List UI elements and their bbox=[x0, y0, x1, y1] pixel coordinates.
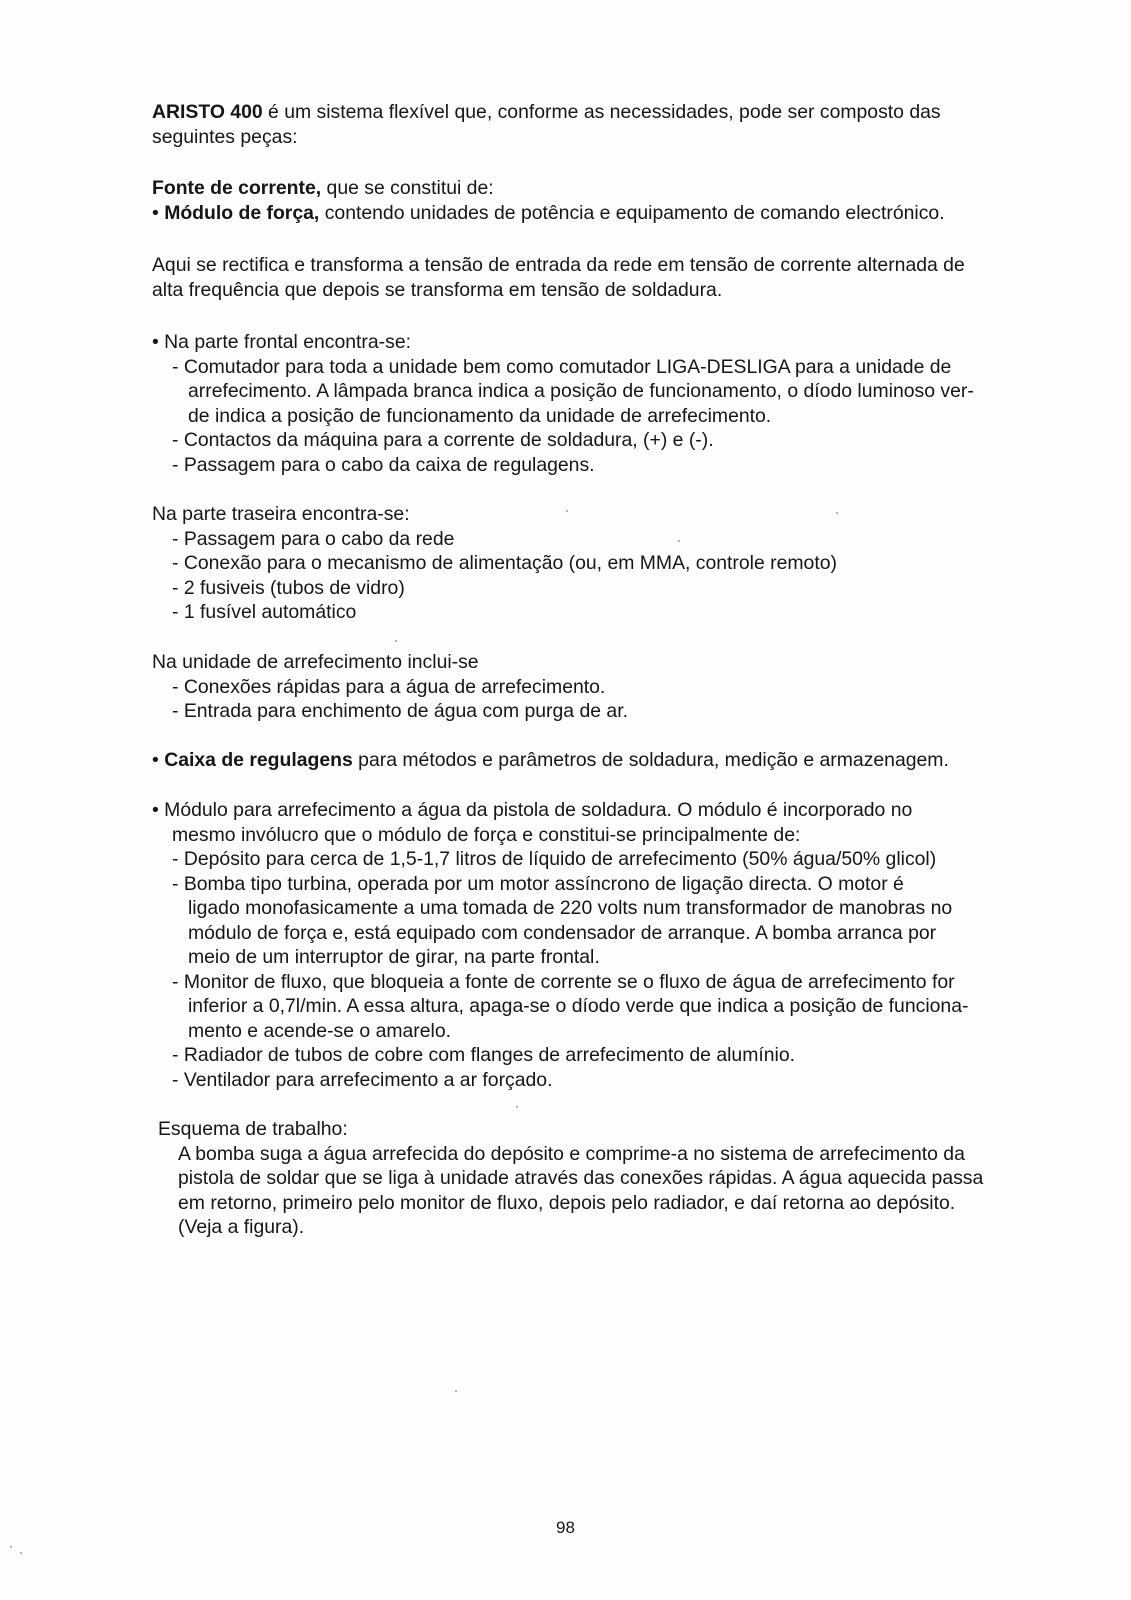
intro-text: é um sistema flexível que, conforme as necessidades, pode ser composto das bbox=[262, 101, 941, 123]
esquema-section bbox=[158, 1117, 983, 1240]
modulo-item: - Monitor de fluxo, que bloqueia a fonte de corrente se o fluxo de água de arrefecimento for bbox=[172, 970, 955, 993]
esquema-line: A bomba suga a água arrefecida do depósito e comprime-a no sistema de arrefecimento da bbox=[178, 1142, 965, 1165]
frontal-item: de indica a posição de funcionamento da unidade de arrefecimento. bbox=[188, 404, 772, 427]
bullet-symbol: • bbox=[152, 201, 165, 224]
intro-paragraph bbox=[152, 100, 941, 149]
caixa-text: para métodos e parâmetros de soldadura, medição e armazenagem. bbox=[352, 749, 949, 771]
frontal-section bbox=[152, 330, 974, 477]
fonte-section bbox=[152, 176, 945, 225]
aqui-line-2: alta frequência que depois se transforma em tensão de soldadura. bbox=[152, 278, 723, 301]
modulo-item-cont: ligado monofasicamente a uma tomada de 220 volts num transformador de manobras no bbox=[188, 897, 953, 919]
modulo-item-cont: mento e acende-se o amarelo. bbox=[188, 1019, 452, 1042]
scan-speck bbox=[455, 1390, 457, 1392]
modulo-section bbox=[152, 798, 968, 1092]
esquema-line: pistola de soldar que se liga à unidade através das conexões rápidas. A água aquecida passa bbox=[178, 1167, 984, 1189]
scan-speck bbox=[836, 512, 838, 514]
modulo-item: - Depósito para cerca de 1,5-1,7 litros de líquido de arrefecimento (50% água/50% glicol) bbox=[172, 848, 937, 870]
modulo-item-cont: meio de um interruptor de girar, na parte frontal. bbox=[188, 946, 600, 968]
modulo-item-cont: inferior a 0,7l/min. A essa altura, apaga-se o díodo verde que indica a posição de funciona- bbox=[188, 995, 969, 1017]
scan-speck bbox=[395, 640, 397, 642]
intro-line-2: seguintes peças: bbox=[152, 125, 298, 148]
esquema-line: (Veja a figura). bbox=[178, 1216, 305, 1238]
aqui-line-1: Aqui se rectifica e transforma a tensão de entrada da rede em tensão de corrente alternada de bbox=[152, 254, 965, 276]
traseira-item: - Passagem para o cabo da rede bbox=[172, 527, 455, 550]
fonte-heading: Fonte de corrente, bbox=[152, 177, 322, 199]
bullet-symbol: • bbox=[152, 749, 165, 771]
scan-speck bbox=[678, 540, 680, 542]
modulo-forca-text: contendo unidades de potência e equipamento de comando electrónico. bbox=[319, 201, 945, 224]
traseira-item: - Conexão para o mecanismo de alimentação (ou, em MMA, controle remoto) bbox=[172, 552, 837, 574]
scan-speck bbox=[516, 1106, 518, 1108]
caixa-paragraph bbox=[152, 748, 949, 773]
unidade-section bbox=[152, 650, 628, 724]
traseira-section bbox=[152, 502, 837, 625]
frontal-item: arrefecimento. A lâmpada branca indica a posição de funcionamento, o díodo luminoso ver- bbox=[188, 380, 974, 402]
modulo-item: - Radiador de tubos de cobre com flanges de arrefecimento de alumínio. bbox=[172, 1044, 796, 1066]
scan-speck bbox=[10, 1546, 12, 1548]
modulo-line: • Módulo para arrefecimento a água da pistola de soldadura. O módulo é incorporado no bbox=[152, 799, 913, 821]
unidade-item: - Conexões rápidas para a água de arrefecimento. bbox=[172, 675, 606, 698]
scan-speck bbox=[20, 1552, 22, 1554]
aqui-paragraph bbox=[152, 253, 965, 302]
frontal-item: - Comutador para toda a unidade bem como comutador LIGA-DESLIGA para a unidade de bbox=[172, 355, 952, 378]
esquema-heading: Esquema de trabalho: bbox=[158, 1118, 348, 1140]
traseira-heading: Na parte traseira encontra-se: bbox=[152, 503, 410, 525]
scan-speck bbox=[566, 510, 568, 512]
modulo-forca-label: Módulo de força, bbox=[164, 201, 320, 224]
page-number: 98 bbox=[556, 1518, 575, 1537]
unidade-heading: Na unidade de arrefecimento inclui-se bbox=[152, 651, 479, 673]
traseira-item: - 2 fusiveis (tubos de vidro) bbox=[172, 576, 405, 599]
modulo-item: - Bomba tipo turbina, operada por um motor assíncrono de ligação directa. O motor é bbox=[172, 872, 904, 895]
frontal-heading: • Na parte frontal encontra-se: bbox=[152, 331, 411, 353]
caixa-label: Caixa de regulagens bbox=[164, 749, 353, 771]
fonte-heading-rest: que se constitui de: bbox=[321, 177, 494, 199]
frontal-item: - Contactos da máquina para a corrente de soldadura, (+) e (-). bbox=[172, 429, 714, 451]
frontal-item: - Passagem para o cabo da caixa de regulagens. bbox=[172, 453, 595, 476]
product-name: ARISTO 400 bbox=[152, 101, 263, 123]
modulo-item: - Ventilador para arrefecimento a ar forçado. bbox=[172, 1068, 553, 1091]
traseira-item: - 1 fusível automático bbox=[172, 601, 357, 623]
modulo-item-cont: módulo de força e, está equipado com condensador de arranque. A bomba arranca por bbox=[188, 921, 937, 944]
esquema-line: em retorno, primeiro pelo monitor de fluxo, depois pelo radiador, e daí retorna ao depósito. bbox=[178, 1191, 956, 1214]
unidade-item: - Entrada para enchimento de água com purga de ar. bbox=[172, 700, 628, 722]
modulo-line: mesmo invólucro que o módulo de força e constitui-se principalmente de: bbox=[172, 823, 801, 846]
